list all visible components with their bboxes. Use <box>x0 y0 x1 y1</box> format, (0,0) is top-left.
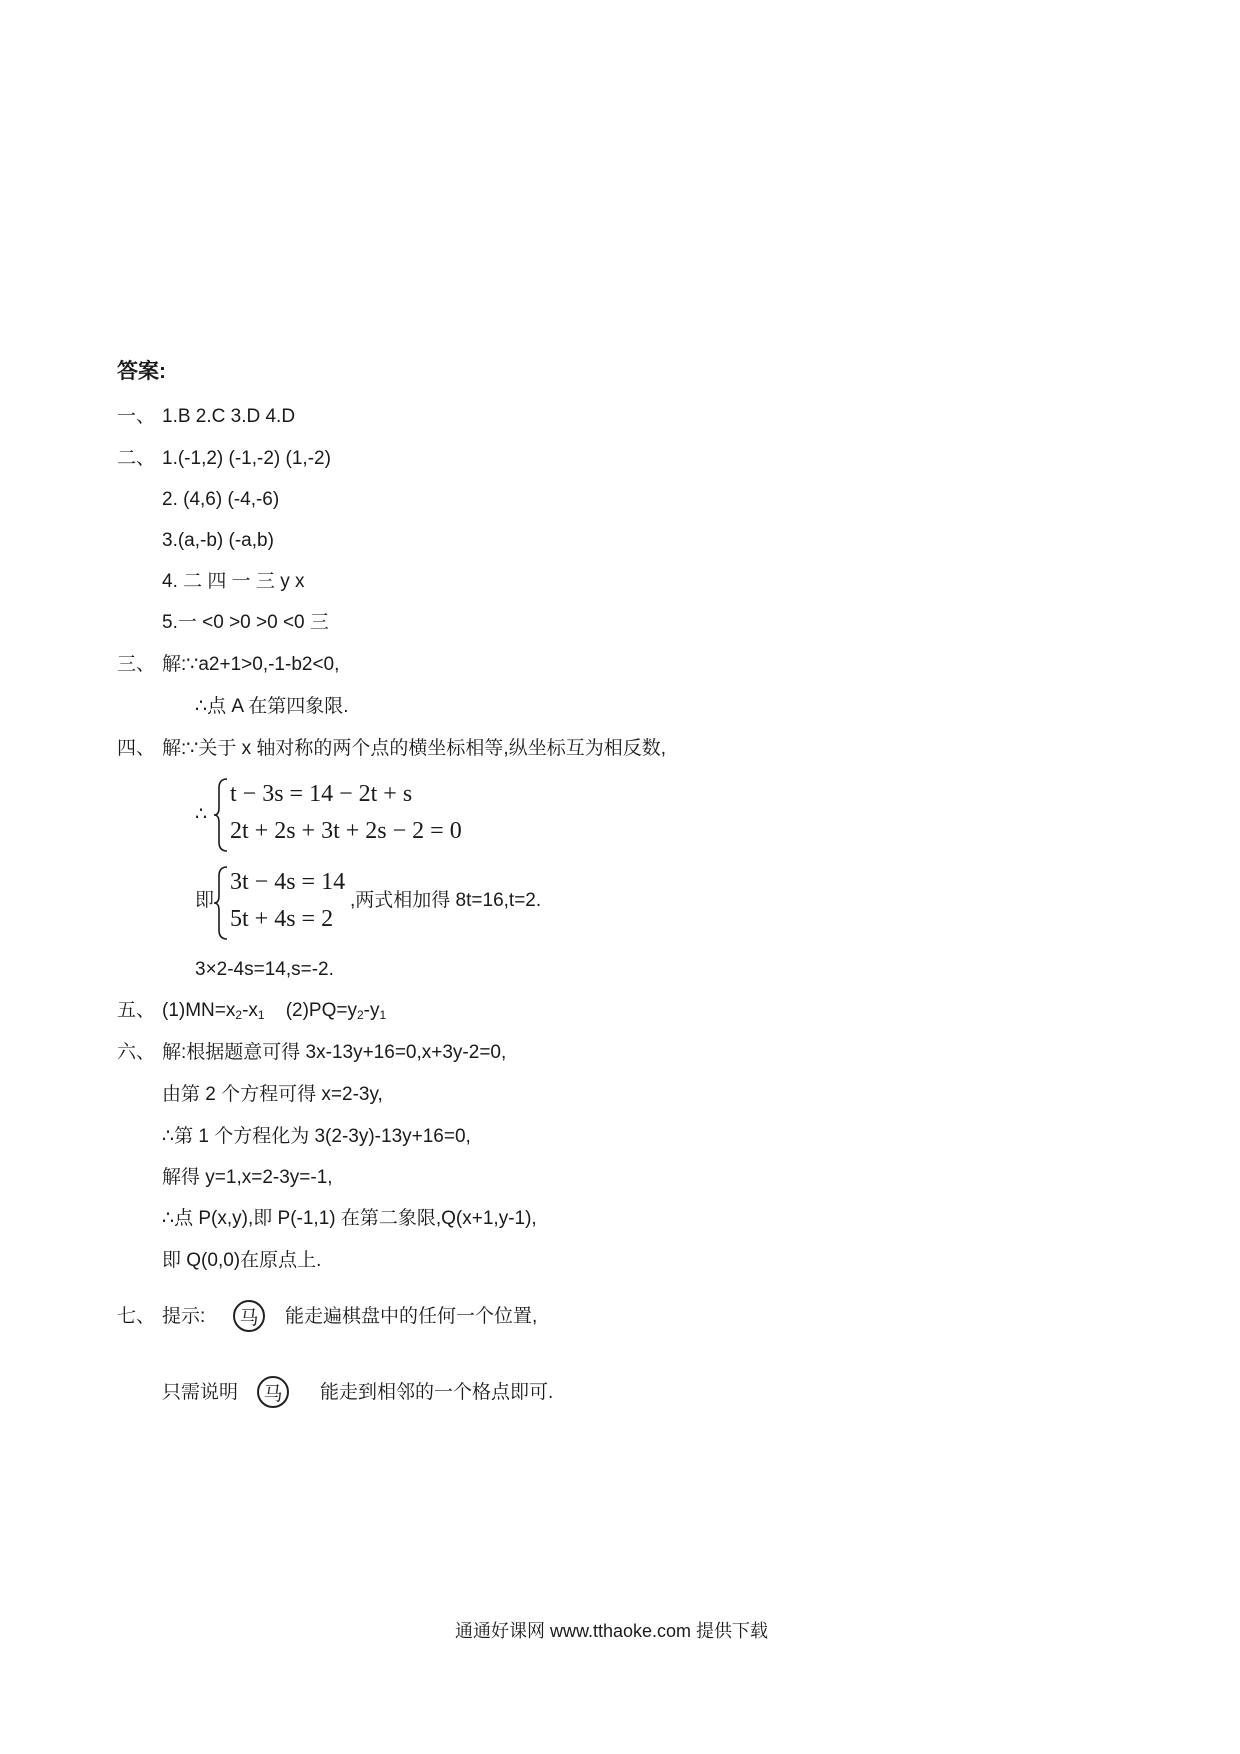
section-4-last-line: 3×2-4s=14,s=-2. <box>195 959 334 980</box>
section-7-line-2b: 能走到相邻的一个格点即可. <box>320 1382 554 1403</box>
section-6-line-3: ∴第 1 个方程化为 3(2-3y)-13y+16=0, <box>162 1126 471 1147</box>
hint-label: 提示: <box>162 1306 206 1327</box>
section-5-answer: $(1)MN=x_2-x_1$ $(2)PQ=y_2-y_1$ <box>162 1000 387 1022</box>
section-3-line-1: 解:∵a2+1>0,-1-b2<0, <box>162 654 340 675</box>
answer-title: 答案: <box>117 360 166 383</box>
section-2-line-3: 3.(a,-b) (-a,b) <box>162 530 274 551</box>
section-4-line-1: 解:∵关于 x 轴对称的两个点的横坐标相等,纵坐标互为相反数, <box>162 738 666 759</box>
section-2-line-1: 1.(-1,2) (-1,-2) (1,-2) <box>162 448 331 469</box>
system-2-eq-1: 3t − 4s = 14 <box>230 869 346 895</box>
section-6-line-2: 由第 2 个方程可得 x=2-3y, <box>162 1084 383 1105</box>
section-5-label: 五、 <box>117 1000 156 1021</box>
section-1-label: 一、 <box>117 406 156 427</box>
section-6-line-5: ∴点 P(x,y),即 P(-1,1) 在第二象限,Q(x+1,y-1), <box>162 1208 537 1229</box>
section-4-label: 四、 <box>117 738 156 759</box>
system-2-result: ,两式相加得 8t=16,t=2. <box>350 890 542 911</box>
section-7-line-1: 能走遍棋盘中的任何一个位置, <box>285 1306 538 1327</box>
horse-piece-icon: 马 <box>257 1376 289 1408</box>
section-3-label: 三、 <box>117 654 156 675</box>
section-6-line-1: 解:根据题意可得 3x-13y+16=0,x+3y-2=0, <box>162 1042 507 1063</box>
section-6-label: 六、 <box>117 1042 156 1063</box>
section-3-line-2: ∴点 A 在第四象限. <box>195 696 349 717</box>
section-2-line-2: 2. (4,6) (-4,-6) <box>162 489 280 510</box>
system-1-eq-2: 2t + 2s + 3t + 2s − 2 = 0 <box>230 818 462 844</box>
therefore-symbol: ∴ <box>195 804 208 825</box>
section-6-line-4: 解得 y=1,x=2-3y=-1, <box>162 1167 333 1188</box>
section-2-line-4: 4. 二 四 一 三 y x <box>162 571 305 592</box>
section-7-label: 七、 <box>117 1306 156 1327</box>
system-2-eq-2: 5t + 4s = 2 <box>230 906 334 932</box>
footer-text: 通通好课网 www.tthaoke.com 提供下载 <box>455 1621 769 1641</box>
section-1-answers: 1.B 2.C 3.D 4.D <box>162 406 296 427</box>
left-brace-icon <box>213 778 229 852</box>
system-1-eq-1: t − 3s = 14 − 2t + s <box>230 781 413 807</box>
horse-piece-icon: 马 <box>233 1300 265 1332</box>
section-6-line-6: 即 Q(0,0)在原点上. <box>162 1250 322 1271</box>
section-2-label: 二、 <box>117 448 156 469</box>
left-brace-icon <box>213 866 229 940</box>
section-7-line-2a: 只需说明 <box>162 1382 239 1403</box>
section-2-line-5: 5.一 <0 >0 >0 <0 三 <box>162 612 329 633</box>
ji-label: 即 <box>195 890 215 911</box>
